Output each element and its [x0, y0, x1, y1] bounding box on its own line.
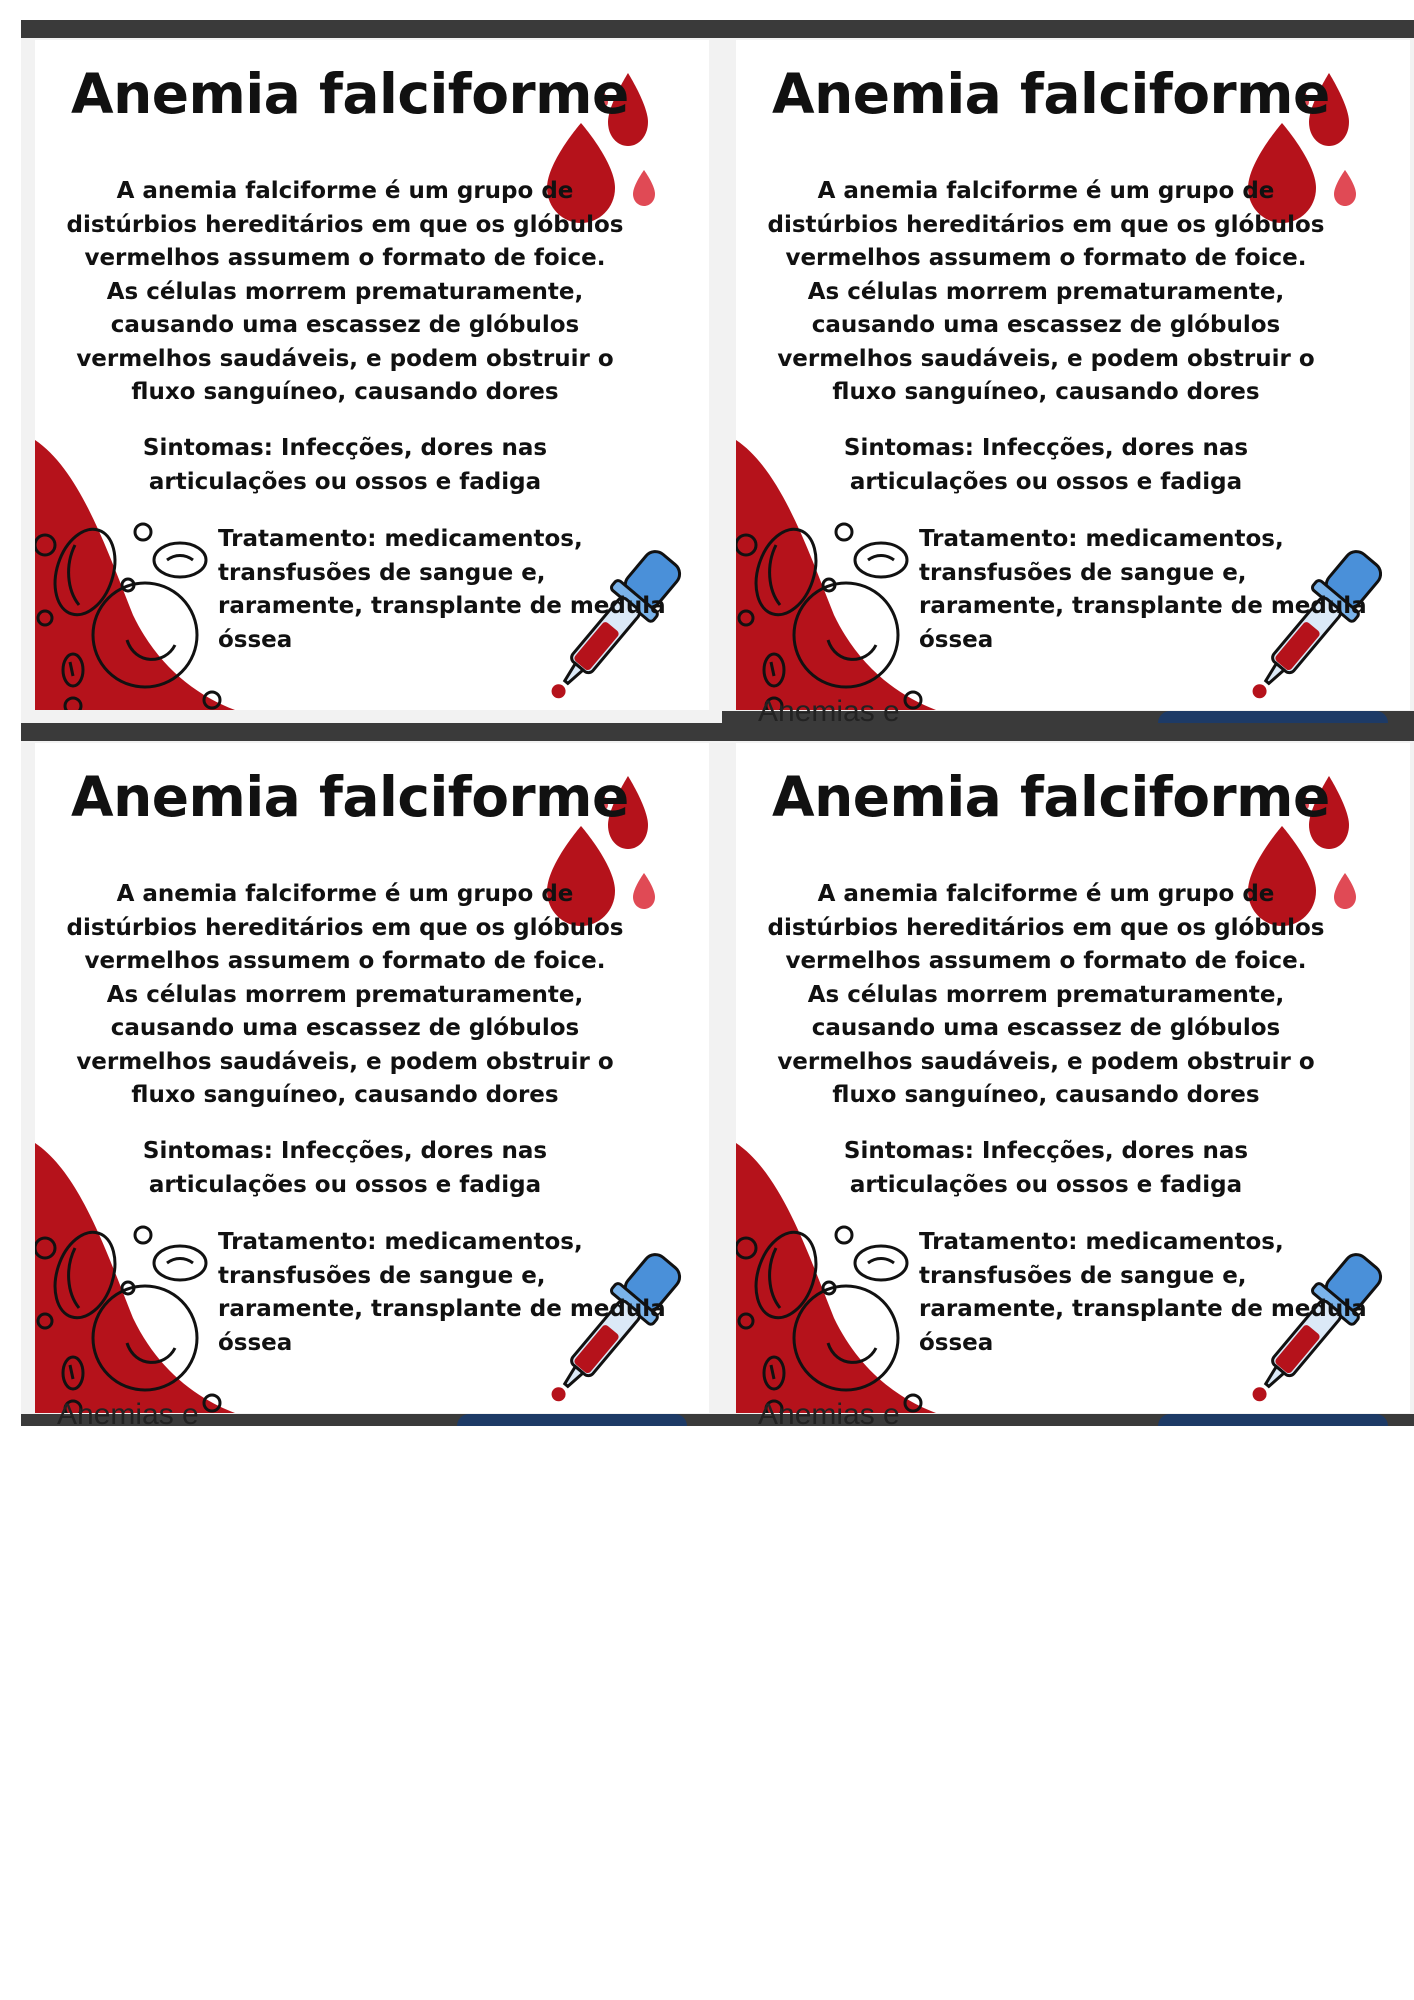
peek-badge: [1158, 1414, 1388, 1426]
card-tile-1: [21, 20, 723, 723]
card-title: Anemia falciforme: [772, 62, 1330, 126]
card-tile-2: [722, 20, 1414, 723]
tile-top-bar: [722, 723, 1414, 741]
card-description: A anemia falciforme é um grupo de distúrbios hereditários em que os glóbulos vermelhos assumem o formato de foice. As células morrem prematuramente, causando uma escassez de glóbulos vermelhos saudáveis, e podem obstruir o fluxo sanguíneo, causando dores: [767, 178, 1325, 405]
card-description: A anemia falciforme é um grupo de distúrbios hereditários em que os glóbulos vermelhos assumem o formato de foice. As células morrem prematuramente, causando uma escassez de glóbulos vermelhos saudáveis, e podem obstruir o fluxo sanguíneo, causando dores: [66, 881, 624, 1108]
card-treatment: Tratamento: medicamentos, transfusões de sangue e, raramente, transplante de medula óssea: [218, 1229, 666, 1356]
peek-badge: [457, 1414, 687, 1426]
card-treatment: Tratamento: medicamentos, transfusões de sangue e, raramente, transplante de medula óssea: [218, 526, 666, 653]
card-treatment: Tratamento: medicamentos, transfusões de sangue e, raramente, transplante de medula óssea: [919, 1229, 1367, 1356]
card-symptoms: Sintomas: Infecções, dores nas articulações ou ossos e fadiga: [843, 435, 1249, 495]
peek-text: Anemias e: [758, 695, 900, 723]
info-card: [35, 743, 709, 1413]
card-symptoms: Sintomas: Infecções, dores nas articulações ou ossos e fadiga: [843, 1138, 1249, 1198]
tile-top-bar: [21, 20, 723, 38]
card-symptoms: Sintomas: Infecções, dores nas articulações ou ossos e fadiga: [142, 435, 548, 495]
peek-text: Anemias e: [758, 1398, 900, 1426]
info-card: [35, 40, 709, 710]
card-title: Anemia falciforme: [71, 765, 629, 829]
tile-top-bar: [722, 20, 1414, 38]
info-card: [736, 743, 1410, 1413]
card-description: A anemia falciforme é um grupo de distúrbios hereditários em que os glóbulos vermelhos assumem o formato de foice. As células morrem prematuramente, causando uma escassez de glóbulos vermelhos saudáveis, e podem obstruir o fluxo sanguíneo, causando dores: [66, 178, 624, 405]
card-tile-3: [21, 723, 723, 1426]
peek-badge: [1158, 711, 1388, 723]
card-tile-4: [722, 723, 1414, 1426]
info-card: [736, 40, 1410, 710]
card-treatment: Tratamento: medicamentos, transfusões de sangue e, raramente, transplante de medula óssea: [919, 526, 1367, 653]
card-symptoms: Sintomas: Infecções, dores nas articulações ou ossos e fadiga: [142, 1138, 548, 1198]
peek-text: Anemias e: [57, 1398, 199, 1426]
tile-top-bar: [21, 723, 723, 741]
card-title: Anemia falciforme: [71, 62, 629, 126]
card-description: A anemia falciforme é um grupo de distúrbios hereditários em que os glóbulos vermelhos assumem o formato de foice. As células morrem prematuramente, causando uma escassez de glóbulos vermelhos saudáveis, e podem obstruir o fluxo sanguíneo, causando dores: [767, 881, 1325, 1108]
card-title: Anemia falciforme: [772, 765, 1330, 829]
